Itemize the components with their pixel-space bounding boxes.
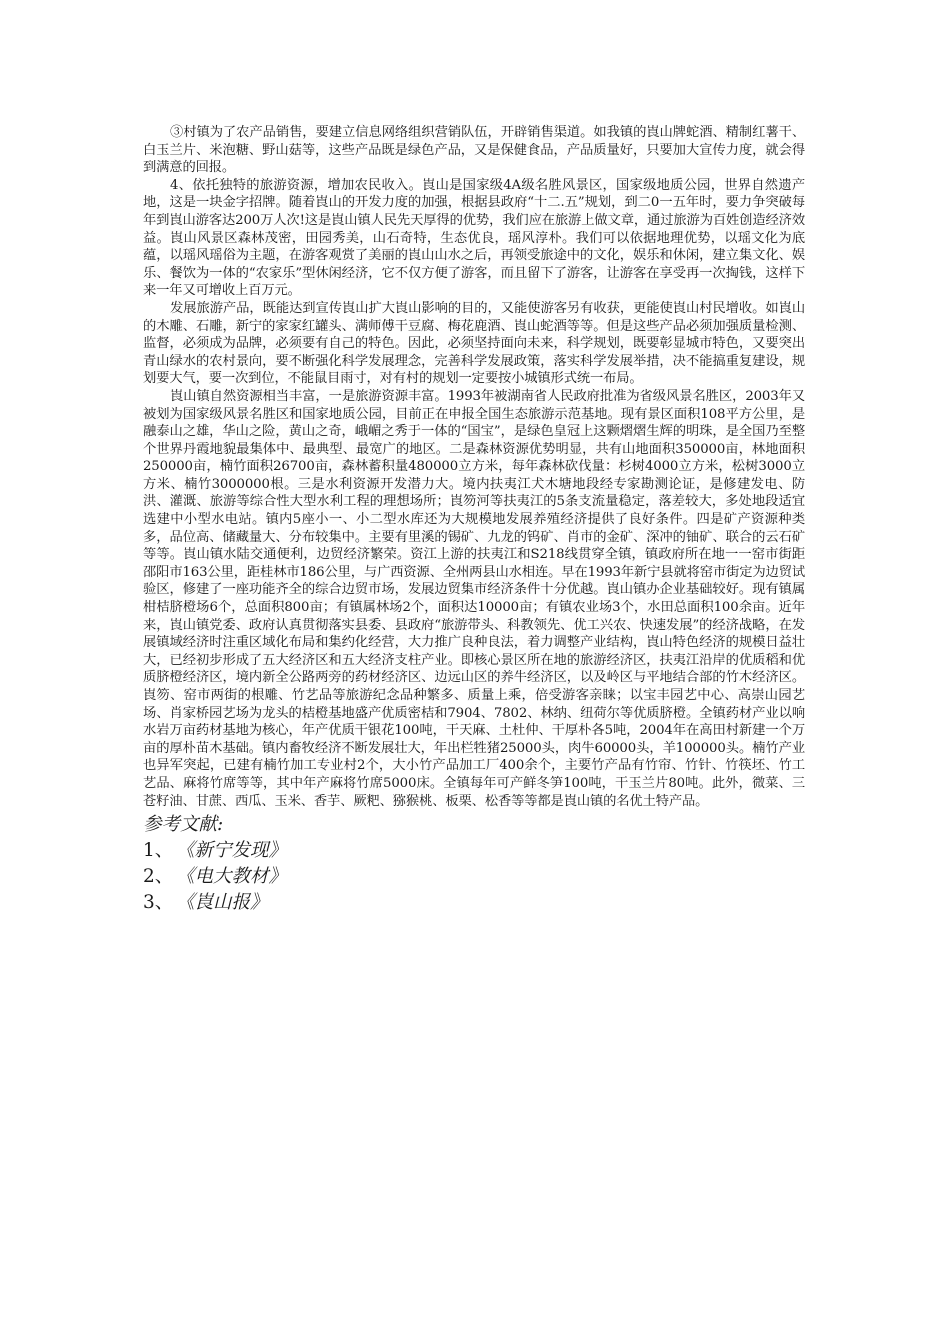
paragraph-tourism-resources: 4、依托独特的旅游资源，增加农民收入。崀山是国家级4A级名胜风景区，国家级地质公园，世界自然遗产地，这是一块金字招牌。随着崀山的开发力度的加强，根据县政府“十二.五”规划，到二0一五年时，要力争突破每年到崀山游客达200万人次!这是崀山镇人民先天厚得的优势，我们应在旅游上做文章，通过旅游为百姓创造经济效益。崀山风景区森林茂密，田园秀美，山石奇特，生态优良，瑶风淳朴。我们可以依据地理优势，以瑶文化为底蕴，以瑶风瑶俗为主题，在游客观赏了美丽的崀山山水之后，再领受旅途中的文化，娱乐和休闲，建立集文化、娱乐、餐饮为一体的“农家乐”型休闲经济，它不仅方便了游客，而且留下了游客，让游客在享受再一次掏钱，这样下来一年又可增收上百万元。	[143, 177, 805, 299]
reference-title: 《新宁发现》	[176, 840, 288, 862]
reference-title: 《崀山报》	[176, 892, 269, 914]
references-heading: 参考文献:	[143, 814, 224, 836]
paragraph-marketing: ③村镇为了农产品销售，要建立信息网络组织营销队伍，开辟销售渠道。如我镇的崀山牌蛇酒、精制红薯干、白玉兰片、米泡糖、野山菇等，这些产品既是绿色产品，又是保健食品，产品质量好，只要加大宣传力度，就会得到满意的回报。	[143, 125, 805, 176]
reference-item	[143, 890, 805, 916]
reference-title: 《电大教材》	[176, 866, 288, 888]
reference-number: 1、	[143, 840, 174, 862]
document-page	[143, 124, 805, 916]
reference-number: 2、	[143, 866, 174, 888]
paragraph-tourism-products: 发展旅游产品，既能达到宣传崀山扩大崀山影响的目的，又能使游客另有收获，更能使崀山村民增收。如崀山的木雕、石雕，新宁的家家红罐头、满师傅干豆腐、梅花鹿酒、崀山蛇酒等等。但是这些产品必须加强质量检测、监督，必须成为品牌，必须要有自己的特色。因此，必须坚持面向未来，科学规划，既要彰显城市特色，又要突出青山绿水的农村景向，要不断强化科学发展理念，完善科学发展政策，落实科学发展举措，决不能搞重复建设，规划要大气，要一次到位，不能鼠目雨寸，对有村的规划一定要按小城镇形式统一布局。	[143, 300, 805, 387]
reference-item	[143, 838, 805, 864]
reference-item	[143, 864, 805, 890]
paragraph-natural-resources: 崀山镇自然资源相当丰富，一是旅游资源丰富。1993年被湖南省人民政府批准为省级风景名胜区，2003年又被划为国家级风景名胜区和国家地质公园，目前正在申报全国生态旅游示范基地。现有景区面积108平方公里，是融泰山之雄，华山之险，黄山之奇，峨嵋之秀于一体的“国宝”，是绿色皇冠上这颗熠熠生辉的明珠，是全国乃至整个世界丹霞地貌最集体中、最典型、最宽广的地区。二是森林资源优势明显，共有山地面积350000亩，林地面积250000亩，楠竹面积26700亩，森林蓄积量480000立方米，每年森林砍伐量：杉树4000立方米，松树3000立方米、楠竹3000000根。三是水利资源开发潜力大。境内扶夷江犬木塘地段经专家勘测论证，是修建发电、防洪、灌溉、旅游等综合性大型水利工程的理想场所；崀笏河等扶夷江的5条支流量稳定，落差较大，多处地段适宜选建中小型水电站。镇内5座小一、小二型水库还为大规模地发展养殖经济提供了良好条件。四是矿产资源种类多，品位高、储藏量大、分布较集中。主要有里溪的锡矿、九龙的钨矿、肖市的金矿、深冲的铀矿、联合的云石矿等等。崀山镇水陆交通便利，边贸经济繁荣。资江上游的扶夷江和S218线贯穿全镇，镇政府所在地一一窑市街距邵阳市163公里，距桂林市186公里，与广西资源、全州两县山水相连。早在1993年新宁县就将窑市街定为边贸试验区，修建了一座功能齐全的综合边贸市场，发展边贸集市经济条件十分优越。崀山镇办企业基础较好。现有镇属柑桔脐橙场6个，总面积800亩；有镇属林场2个，面积达10000亩；有镇农业场3个，水田总面积100余亩。近年来，崀山镇党委、政府认真贯彻落实县委、县政府“旅游带头、科教领先、优工兴农、快速发展”的经济战略，在发展镇域经济时注重区域化布局和集约化经营，大力推广良种良法，着力调整产业结构，崀山特色经济的规模日益壮大，已经初步形成了五大经济区和五大经济支柱产业。即核心景区所在地的旅游经济区，扶夷江沿岸的优质稻和优质脐橙经济区，境内新全公路两旁的药材经济区、边远山区的养牛经济区，以及岭区与平地结合部的竹木经济区。崀笏、窑市两街的根雕、竹艺品等旅游纪念品种繁多、质量上乘，倍受游客亲睐；以宝丰园艺中心、高崇山园艺场、肖家桥园艺场为龙头的桔橙基地盛产优质密桔和7904、7802、林纳、纽荷尔等优质脐橙。全镇药材产业以响水岩万亩药材基地为核心，年产优质干银花100吨，干天麻、土杜仲、干厚朴各5吨，2004年在高田村新建一个万亩的厚朴苗木基础。镇内畜牧经济不断发展壮大，年出栏牲猪25000头，肉牛60000头，羊100000头。楠竹产业也异军突起，已建有楠竹加工专业村2个，大小竹产品加工厂400余个，主要竹产品有竹帘、竹针、竹筷坯、竹工艺品、麻将竹席等等，其中年产麻将竹席5000床。全镇每年可产鲜冬笋100吨，干玉兰片80吨。此外，微菜、三苍籽油、甘蔗、西瓜、玉米、香芋、厥粑、猕猴桃、板栗、松香等等都是崀山镇的名优土特产品。	[143, 388, 805, 809]
reference-number: 3、	[143, 892, 174, 914]
